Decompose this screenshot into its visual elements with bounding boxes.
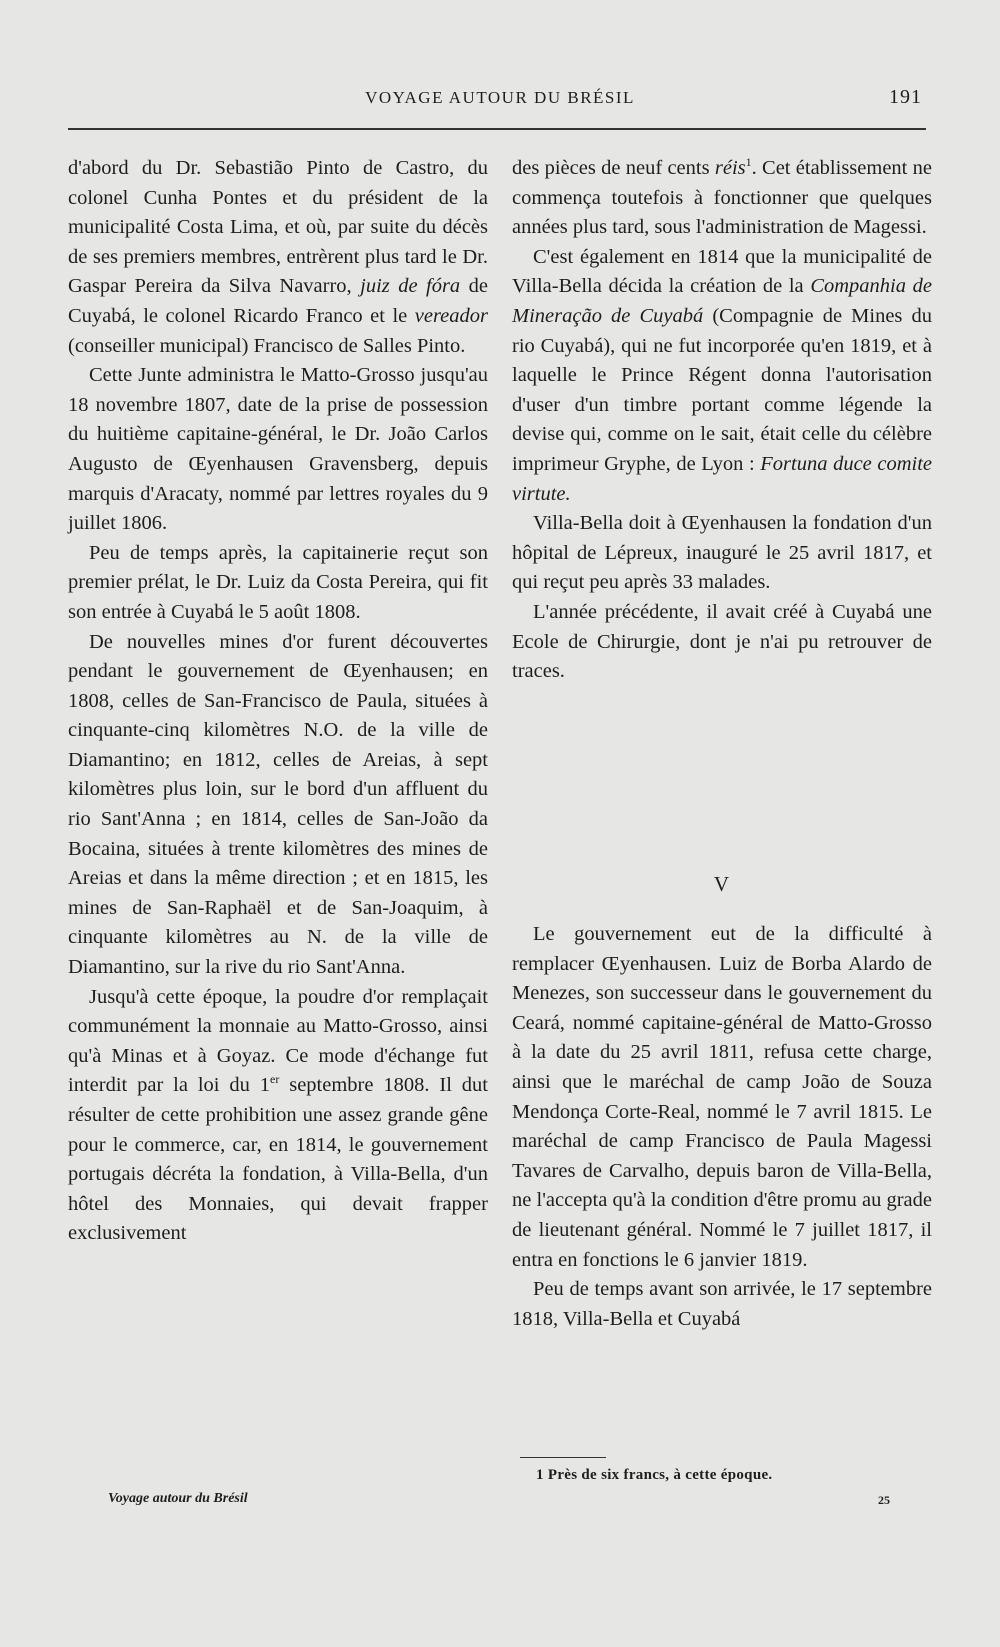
left-column [68,154,488,1249]
paragraph: Le gouvernement eut de la difficulté à remplacer Œyenhausen. Luiz de Borba Alardo de Menezes, son successeur dans le gouvernement du Ceará, nommé capitaine-général de Matto-Grosso à la date du 25 avril 1811, refusa cette charge, ainsi que le maréchal de camp João de Souza Mendonça Corte-Real, nommé le 7 avril 1815. Le maréchal de camp Francisco de Paula Magessi Tavares de Carvalho, depuis baron de Villa-Bella, ne l'accepta qu'à la condition d'être promu au grade de lieutenant général. Nommé le 7 juillet 1817, il entra en fonctions le 6 janvier 1819. [512,923,932,1271]
paragraph: Villa-Bella doit à Œyenhausen la fondation d'un hôpital de Lépreux, inauguré le 25 avril 1817, et qui reçut peu après 33 malades. [512,512,932,594]
paragraph: d'abord du Dr. Sebastião Pinto de Castro, du colonel Cunha Pontes et du président de la municipalité Costa Lima, et où, par suite du décès de ses premiers membres, entrèrent plus tard le Dr. Gaspar Pereira da Silva Navarro, juiz de fóra de Cuyabá, le colonel Ricardo Franco et le vereador (conseiller municipal) Francisco de Salles Pinto. [68,157,488,357]
footnote: 1 Près de six francs, à cette époque. [536,1467,773,1483]
printer-signature: Voyage autour du Brésil [108,1491,248,1506]
paragraph: des pièces de neuf cents réis$^1$. Cet établissement ne commença toutefois à fonctionner que quelques années plus tard, sous l'administration de Magessi. [512,155,932,239]
paragraph: Jusqu'à cette époque, la poudre d'or remplaçait communément la monnaie au Matto-Grosso, ainsi qu'à Minas et à Goyaz. Ce mode d'échange fut interdit par la loi du 1er septembre 1808. Il dut résulter de cette prohibition une assez grande gêne pour le commerce, car, en 1814, le gouvernement portugais décréta la fondation, à Villa-Bella, d'un hôtel des Monnaies, qui devait frapper exclusivement [68,985,488,1245]
right-column-top [512,154,932,687]
paragraph: C'est également en 1814 que la municipalité de Villa-Bella décida la création de la Companhia de Mineração de Cuyabá (Compagnie de Mines du rio Cuyabá), qui ne fut incorporée qu'en 1819, et à laquelle le Prince Régent donna l'autorisation d'user d'un timbre portant comme légende la devise qui, comme on le sait, était celle du célèbre imprimeur Gryphe, de Lyon : Fortuna duce comite virtute. [512,245,933,505]
paragraph: Cette Junte administra le Matto-Grosso jusqu'au 18 novembre 1807, date de la prise de possession du huitième capitaine-général, le Dr. João Carlos Augusto de Œyenhausen Gravensberg, depuis marquis d'Aracaty, nommé par lettres royales du 9 juillet 1806. [68,364,488,535]
page-number: 191 [889,86,922,108]
paragraph: De nouvelles mines d'or furent découvertes pendant le gouvernement de Œyenhausen; en 1808, celles de San-Francisco de Paula, situées à cinquante-cinq kilomètres N.O. de la ville de Diamantino; en 1812, celles de Areias, à sept kilomètres plus loin, sur le bord d'un affluent du rio Sant'Anna ; en 1814, celles de San-João da Bocaina, situées à trente kilomètres des mines de Areias et dans la même direction ; et en 1815, les mines de San-Raphaël et de San-Joaquim, à cinquante kilomètres au N. de la ville de Diamantino, sur la rive du rio Sant'Anna. [68,630,488,979]
signature-number: 25 [878,1493,890,1507]
footnote-rule [520,1457,606,1458]
header-rule [68,128,926,130]
paragraph: Peu de temps après, la capitainerie reçut son premier prélat, le Dr. Luiz da Costa Pereira, qui fit son entrée à Cuyabá le 5 août 1808. [68,541,488,623]
footnote-marker: 1 [745,155,752,170]
running-header: VOYAGE AUTOUR DU BRÉSIL [365,88,635,107]
right-column-bottom [512,920,932,1334]
paragraph: Peu de temps avant son arrivée, le 17 septembre 1818, Villa-Bella et Cuyabá [512,1278,932,1330]
paragraph: L'année précédente, il avait créé à Cuyabá une Ecole de Chirurgie, dont je n'ai pu retrouver de traces. [512,600,932,683]
section-heading: V [713,872,731,896]
